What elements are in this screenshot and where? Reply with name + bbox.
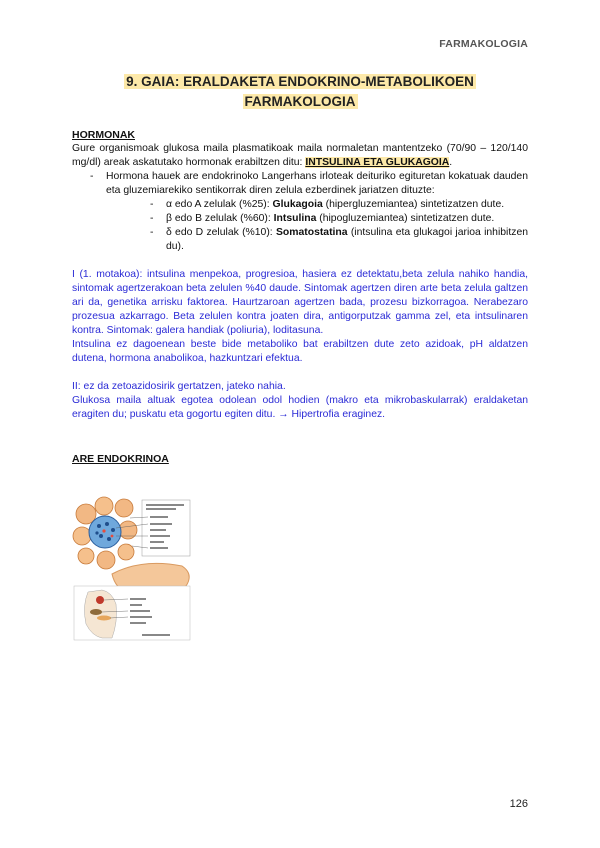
intro-highlight: INTSULINA ETA GLUKAGOIA [305,157,450,168]
hormone-list [72,170,528,254]
cell-beta-label: β edo B zelulak (%60): [166,213,274,224]
cell-beta-hormone: Intsulina [273,213,317,224]
spacer [72,254,528,268]
list-item [150,226,528,254]
list-item [94,170,528,254]
intro-paragraph [72,142,528,170]
cell-alpha-desc: (hipergluzemiantea) sintetizatzen dute. [322,199,505,210]
section-heading-hormonak: HORMONAK [72,129,135,141]
intro-text: Gure organismoak glukosa maila plasmatikoak maila normaletan mantentzeko (70/90 – 120/140 mg/dl) areak askatutako hormonak erabiltzen ditu: [72,143,528,168]
list-item [150,198,528,212]
chapter-title [72,72,528,112]
cell-delta-desc: (intsulina eta glukagoi jarioa inhibitzen du). [166,227,528,252]
type2-paragraph-2: Glukosa maila altuak egotea odolean odol hodien (makro eta mikrobaskularrak) eraldaketan eragiten du; puskatu eta gogortu egiten ditu. → Hipertrofia eraginez. [72,395,528,420]
pancreas-illustration [72,496,194,642]
type1-notes [72,268,528,422]
running-header: FARMAKOLOGIA [439,38,528,50]
list-item [150,212,528,226]
intro-end: . [449,157,453,168]
section-heading-are-endokrinoa: ARE ENDOKRINOA [72,453,169,465]
cell-type-list [106,198,528,254]
cell-alpha-hormone: Glukagoia [272,199,323,210]
cell-alpha-label: α edo A zelulak (%25): [166,199,273,210]
spacer [72,422,528,452]
page-number: 126 [509,798,528,810]
type1-paragraph-2: Intsulina ez dagoenean beste bide metaboliko bat erabiltzen dute zeto azidoak, pH aldatzen dutena, hormona anabolikoa, hazkuntzari efektua. [72,339,528,364]
hormone-bullet-text: Hormona hauek are endokrinoko Langerhans irloteak deituriko egituretan kokatuak dauden eta gluzemiarekiko sentikorrak diren zelula ezberdinek jariatzen dituzte: [106,171,528,196]
cell-delta-hormone: Somatostatina [275,227,348,238]
cell-delta-label: δ edo D zelulak (%10): [166,227,276,238]
spacer [72,366,528,380]
chapter-title-line2: FARMAKOLOGIA [244,94,356,109]
cell-beta-desc: (hipogluzemiantea) sintetizatzen dute. [316,213,495,224]
type1-paragraph: I (1. motakoa): intsulina menpekoa, progresioa, hasiera ez detektatu,beta zelula nahiko handia, sintomak agertzerakoan beta zelulen %40 daude. Sintomak agertzen diren arte beta zelula galtzen ari da, genetika arrisku faktorea. Haurtzaroan agertzen bada, prozesu bizkorragoa. Nerabezaro prozesua azkarrago. Beta zelulen kontra joaten dira, antigorputzak gamma zel, eta intsulinaren kontra. Sintomak: galera handiak (poliuria), loditasuna. [72,269,528,336]
document-body [72,128,528,466]
chapter-title-line1: 9. GAIA: ERALDAKETA ENDOKRINO-METABOLIKOEN [126,74,474,89]
type2-paragraph: II: ez da zetoazidosirik gertatzen, jateko nahia. [72,381,286,392]
